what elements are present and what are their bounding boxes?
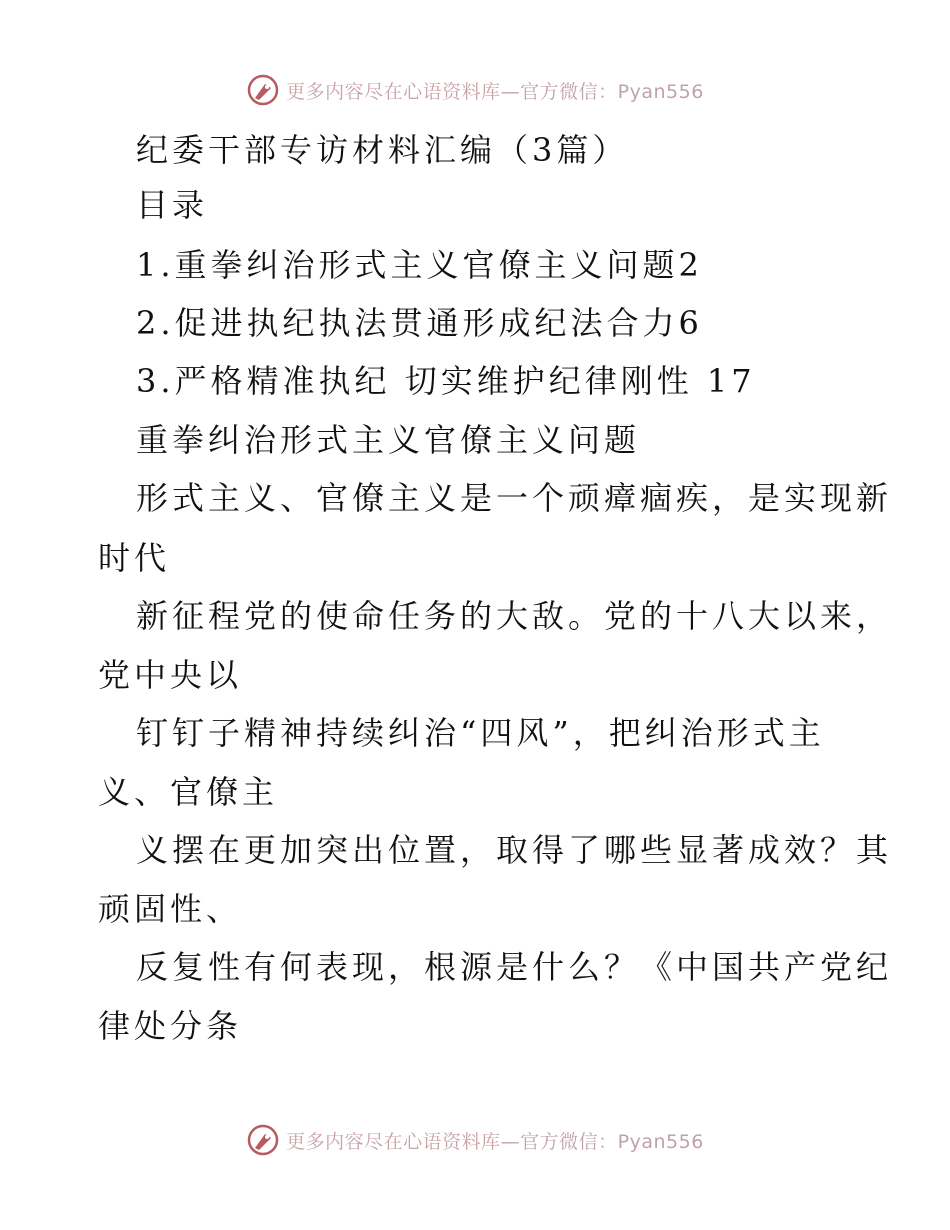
toc-item-2: 2.促进执纪执法贯通形成纪法合力6 (136, 304, 703, 342)
paragraph-4-line-1: 义摆在更加突出位置，取得了哪些显著成效？其 (136, 831, 893, 869)
watermark-sub: —官方微信：Pyan556 (500, 80, 704, 103)
paragraph-4-line-2: 顽固性、 (98, 890, 243, 928)
paragraph-2-line-2: 党中央以 (98, 656, 243, 694)
paragraph-3-line-1: 钉钉子精神持续纠治“四风”，把纠治形式主 (136, 714, 825, 752)
watermark-main: 更多内容尽在心语资料库 (286, 80, 501, 103)
paragraph-2-line-1: 新征程党的使命任务的大敌。党的十八大以来， (136, 597, 893, 635)
footer-watermark (0, 1120, 950, 1160)
paragraph-5-line-1: 反复性有何表现，根源是什么？《中国共产党纪 (136, 948, 893, 986)
watermark-main: 更多内容尽在心语资料库 (286, 1130, 501, 1153)
pen-nib-icon (246, 1123, 280, 1157)
paragraph-5-line-2: 律处分条 (98, 1007, 243, 1045)
watermark-text (286, 77, 704, 104)
watermark-text (286, 1127, 704, 1154)
paragraph-3-line-2: 义、官僚主 (98, 773, 279, 811)
document-title: 纪委干部专访材料汇编（3篇） (136, 131, 629, 169)
watermark-sub: —官方微信：Pyan556 (500, 1130, 704, 1153)
paragraph-1-line-1: 形式主义、官僚主义是一个顽瘴痼疾，是实现新 (136, 479, 893, 517)
section-title: 重拳纠治形式主义官僚主义问题 (136, 421, 641, 459)
pen-nib-icon (246, 73, 280, 107)
header-watermark (0, 70, 950, 110)
toc-item-3: 3.严格精准执纪 切实维护纪律刚性 17 (136, 362, 756, 400)
paragraph-1-line-2: 时代 (98, 539, 171, 577)
toc-heading: 目录 (136, 186, 209, 224)
toc-item-1: 1.重拳纠治形式主义官僚主义问题2 (136, 246, 703, 284)
